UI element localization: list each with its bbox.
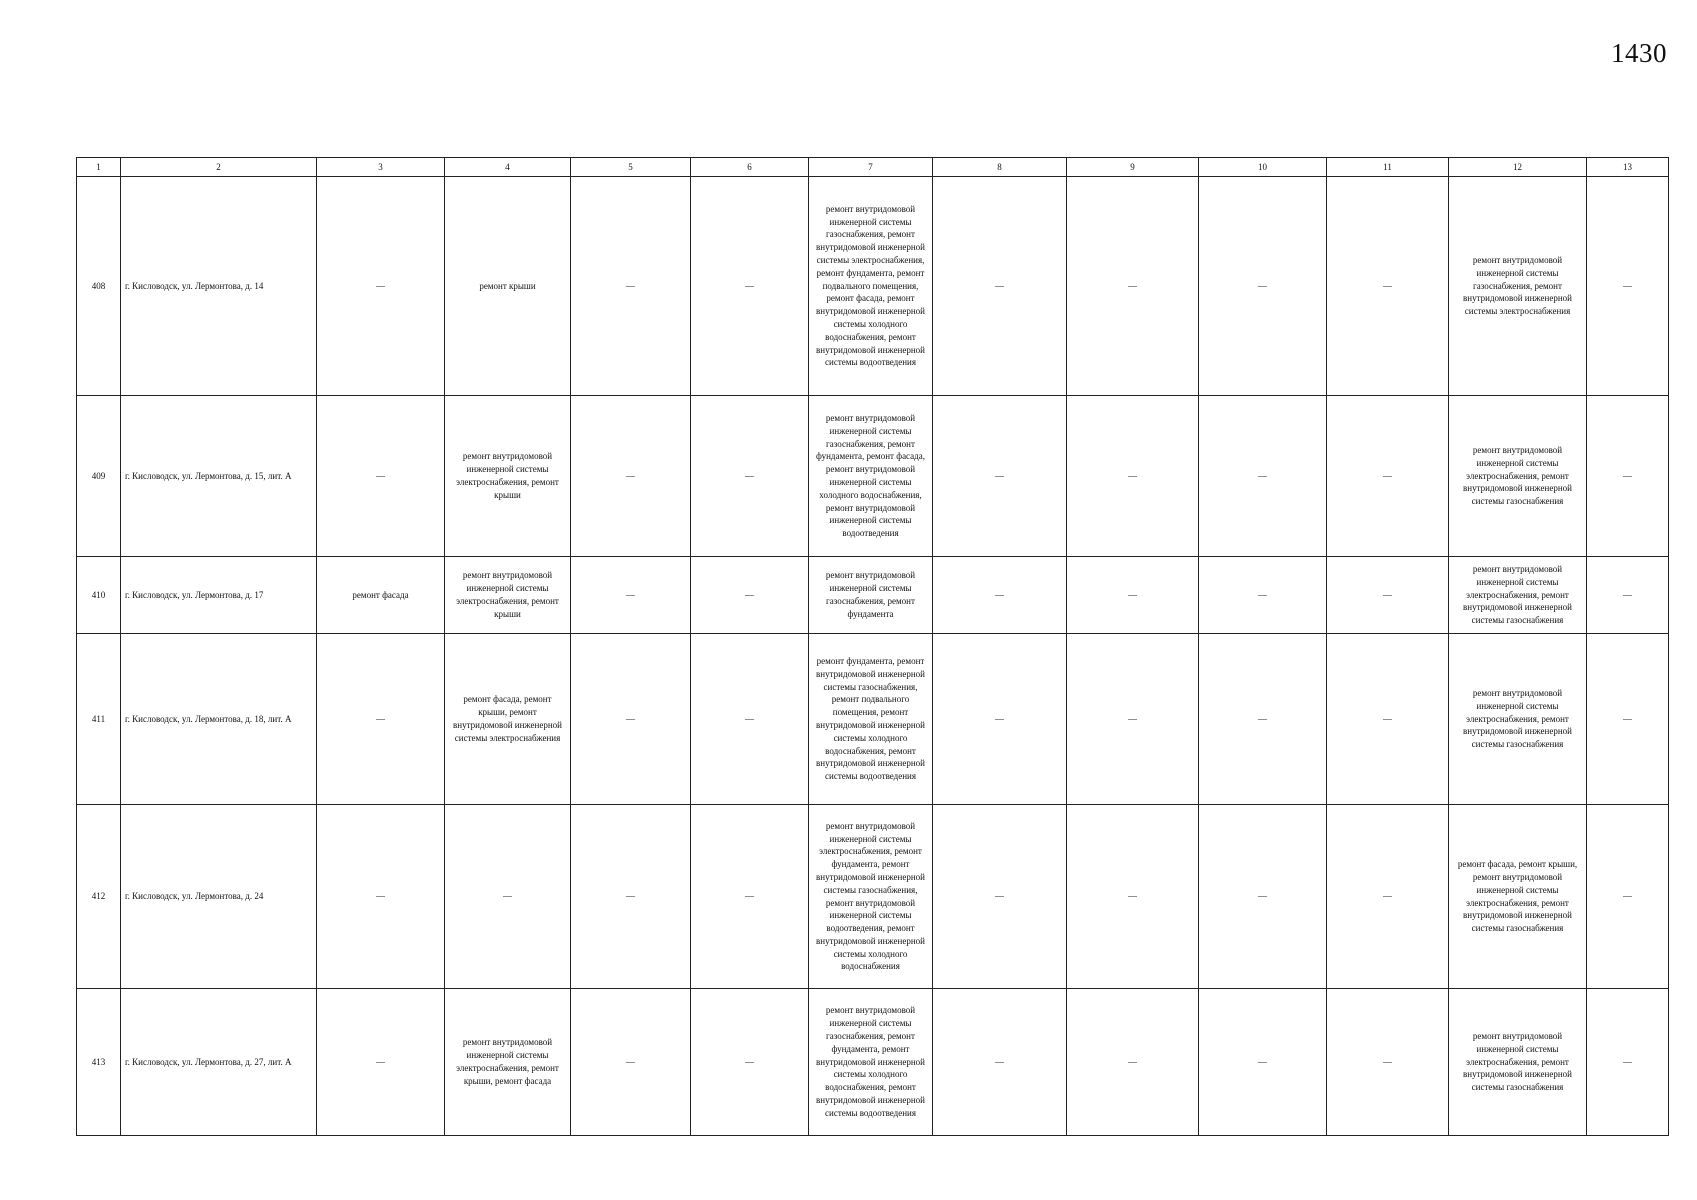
work-cell-c13: — (1587, 177, 1669, 396)
row-number-cell: 410 (77, 557, 121, 634)
column-header: 2 (121, 158, 317, 177)
column-header: 8 (933, 158, 1067, 177)
work-cell-c13: — (1587, 396, 1669, 557)
work-cell-c5: — (571, 634, 691, 805)
work-cell-c12: ремонт внутридомовой инженерной системы электроснабжения, ремонт внутридомовой инженерной системы газоснабжения (1449, 396, 1587, 557)
work-cell-c10: — (1199, 177, 1327, 396)
column-header: 3 (317, 158, 445, 177)
work-cell-c10: — (1199, 805, 1327, 989)
column-header: 12 (1449, 158, 1587, 177)
work-cell-c3: — (317, 989, 445, 1136)
work-cell-c7: ремонт фундамента, ремонт внутридомовой инженерной системы газоснабжения, ремонт подвального помещения, ремонт внутридомовой инженерной системы холодного водоснабжения, ремонт внутридомовой инженерной системы водоотведения (809, 634, 933, 805)
column-header: 5 (571, 158, 691, 177)
work-cell-c8: — (933, 396, 1067, 557)
column-header: 11 (1327, 158, 1449, 177)
work-cell-c10: — (1199, 396, 1327, 557)
work-cell-c4: ремонт внутридомовой инженерной системы электроснабжения, ремонт крыши (445, 396, 571, 557)
row-number-cell: 408 (77, 177, 121, 396)
row-number-cell: 409 (77, 396, 121, 557)
work-cell-c9: — (1067, 557, 1199, 634)
work-cell-c9: — (1067, 989, 1199, 1136)
work-cell-c6: — (691, 177, 809, 396)
work-cell-c5: — (571, 989, 691, 1136)
work-cell-c4: — (445, 805, 571, 989)
work-cell-c3: — (317, 805, 445, 989)
work-cell-c12: ремонт внутридомовой инженерной системы газоснабжения, ремонт внутридомовой инженерной системы электроснабжения (1449, 177, 1587, 396)
work-cell-c4: ремонт внутридомовой инженерной системы электроснабжения, ремонт крыши, ремонт фасада (445, 989, 571, 1136)
work-cell-c9: — (1067, 177, 1199, 396)
column-number-row (77, 158, 1669, 177)
work-cell-c7: ремонт внутридомовой инженерной системы газоснабжения, ремонт фундамента, ремонт внутридомовой инженерной системы холодного водоснабжения, ремонт внутридомовой инженерной системы водоотведения (809, 989, 933, 1136)
work-cell-c10: — (1199, 557, 1327, 634)
column-header: 9 (1067, 158, 1199, 177)
work-cell-c6: — (691, 805, 809, 989)
address-cell: г. Кисловодск, ул. Лермонтова, д. 14 (121, 177, 317, 396)
work-cell-c7: ремонт внутридомовой инженерной системы газоснабжения, ремонт фундамента, ремонт фасада, ремонт внутридомовой инженерной системы холодного водоснабжения, ремонт внутридомовой инженерной системы водоотведения (809, 396, 933, 557)
work-cell-c6: — (691, 634, 809, 805)
work-cell-c8: — (933, 989, 1067, 1136)
work-cell-c13: — (1587, 557, 1669, 634)
table-row (77, 557, 1669, 634)
work-cell-c8: — (933, 634, 1067, 805)
address-cell: г. Кисловодск, ул. Лермонтова, д. 27, лит. А (121, 989, 317, 1136)
column-header: 6 (691, 158, 809, 177)
work-cell-c9: — (1067, 634, 1199, 805)
work-cell-c11: — (1327, 989, 1449, 1136)
address-cell: г. Кисловодск, ул. Лермонтова, д. 18, лит. А (121, 634, 317, 805)
work-cell-c10: — (1199, 989, 1327, 1136)
work-cell-c5: — (571, 177, 691, 396)
work-cell-c4: ремонт фасада, ремонт крыши, ремонт внутридомовой инженерной системы электроснабжения (445, 634, 571, 805)
work-cell-c12: ремонт фасада, ремонт крыши, ремонт внутридомовой инженерной системы электроснабжения, ремонт внутридомовой инженерной системы газоснабжения (1449, 805, 1587, 989)
work-cell-c12: ремонт внутридомовой инженерной системы электроснабжения, ремонт внутридомовой инженерной системы газоснабжения (1449, 989, 1587, 1136)
work-cell-c12: ремонт внутридомовой инженерной системы электроснабжения, ремонт внутридомовой инженерной системы газоснабжения (1449, 634, 1587, 805)
work-cell-c11: — (1327, 396, 1449, 557)
work-cell-c3: — (317, 396, 445, 557)
work-cell-c5: — (571, 557, 691, 634)
work-cell-c8: — (933, 805, 1067, 989)
work-cell-c6: — (691, 989, 809, 1136)
work-cell-c13: — (1587, 805, 1669, 989)
column-header: 10 (1199, 158, 1327, 177)
work-cell-c3: — (317, 177, 445, 396)
work-cell-c9: — (1067, 805, 1199, 989)
work-cell-c11: — (1327, 557, 1449, 634)
table-row (77, 989, 1669, 1136)
work-cell-c6: — (691, 557, 809, 634)
column-header: 7 (809, 158, 933, 177)
table-row (77, 177, 1669, 396)
work-cell-c7: ремонт внутридомовой инженерной системы газоснабжения, ремонт внутридомовой инженерной системы электроснабжения, ремонт фундамента, ремонт подвального помещения, ремонт фасада, ремонт внутридомовой инженерной системы холодного водоснабжения, ремонт внутридомовой инженерной системы водоотведения (809, 177, 933, 396)
work-cell-c7: ремонт внутридомовой инженерной системы газоснабжения, ремонт фундамента (809, 557, 933, 634)
work-cell-c6: — (691, 396, 809, 557)
table-row (77, 805, 1669, 989)
work-cell-c8: — (933, 557, 1067, 634)
work-cell-c11: — (1327, 634, 1449, 805)
work-cell-c10: — (1199, 634, 1327, 805)
work-cell-c11: — (1327, 805, 1449, 989)
capital-repair-table (76, 157, 1669, 1136)
work-cell-c13: — (1587, 634, 1669, 805)
row-number-cell: 412 (77, 805, 121, 989)
work-cell-c11: — (1327, 177, 1449, 396)
work-cell-c8: — (933, 177, 1067, 396)
address-cell: г. Кисловодск, ул. Лермонтова, д. 15, лит. А (121, 396, 317, 557)
row-number-cell: 413 (77, 989, 121, 1136)
work-cell-c9: — (1067, 396, 1199, 557)
table-row (77, 396, 1669, 557)
column-header: 13 (1587, 158, 1669, 177)
work-cell-c4: ремонт крыши (445, 177, 571, 396)
address-cell: г. Кисловодск, ул. Лермонтова, д. 17 (121, 557, 317, 634)
work-cell-c5: — (571, 805, 691, 989)
work-cell-c5: — (571, 396, 691, 557)
work-cell-c4: ремонт внутридомовой инженерной системы электроснабжения, ремонт крыши (445, 557, 571, 634)
page-number: 1430 (1611, 38, 1667, 68)
row-number-cell: 411 (77, 634, 121, 805)
work-cell-c12: ремонт внутридомовой инженерной системы электроснабжения, ремонт внутридомовой инженерной системы газоснабжения (1449, 557, 1587, 634)
work-cell-c7: ремонт внутридомовой инженерной системы электроснабжения, ремонт фундамента, ремонт внутридомовой инженерной системы газоснабжения, ремонт внутридомовой инженерной системы водоотведения, ремонт внутридомовой инженерной системы холодного водоснабжения (809, 805, 933, 989)
work-cell-c3: ремонт фасада (317, 557, 445, 634)
column-header: 1 (77, 158, 121, 177)
work-cell-c13: — (1587, 989, 1669, 1136)
work-cell-c3: — (317, 634, 445, 805)
column-header: 4 (445, 158, 571, 177)
table-row (77, 634, 1669, 805)
address-cell: г. Кисловодск, ул. Лермонтова, д. 24 (121, 805, 317, 989)
